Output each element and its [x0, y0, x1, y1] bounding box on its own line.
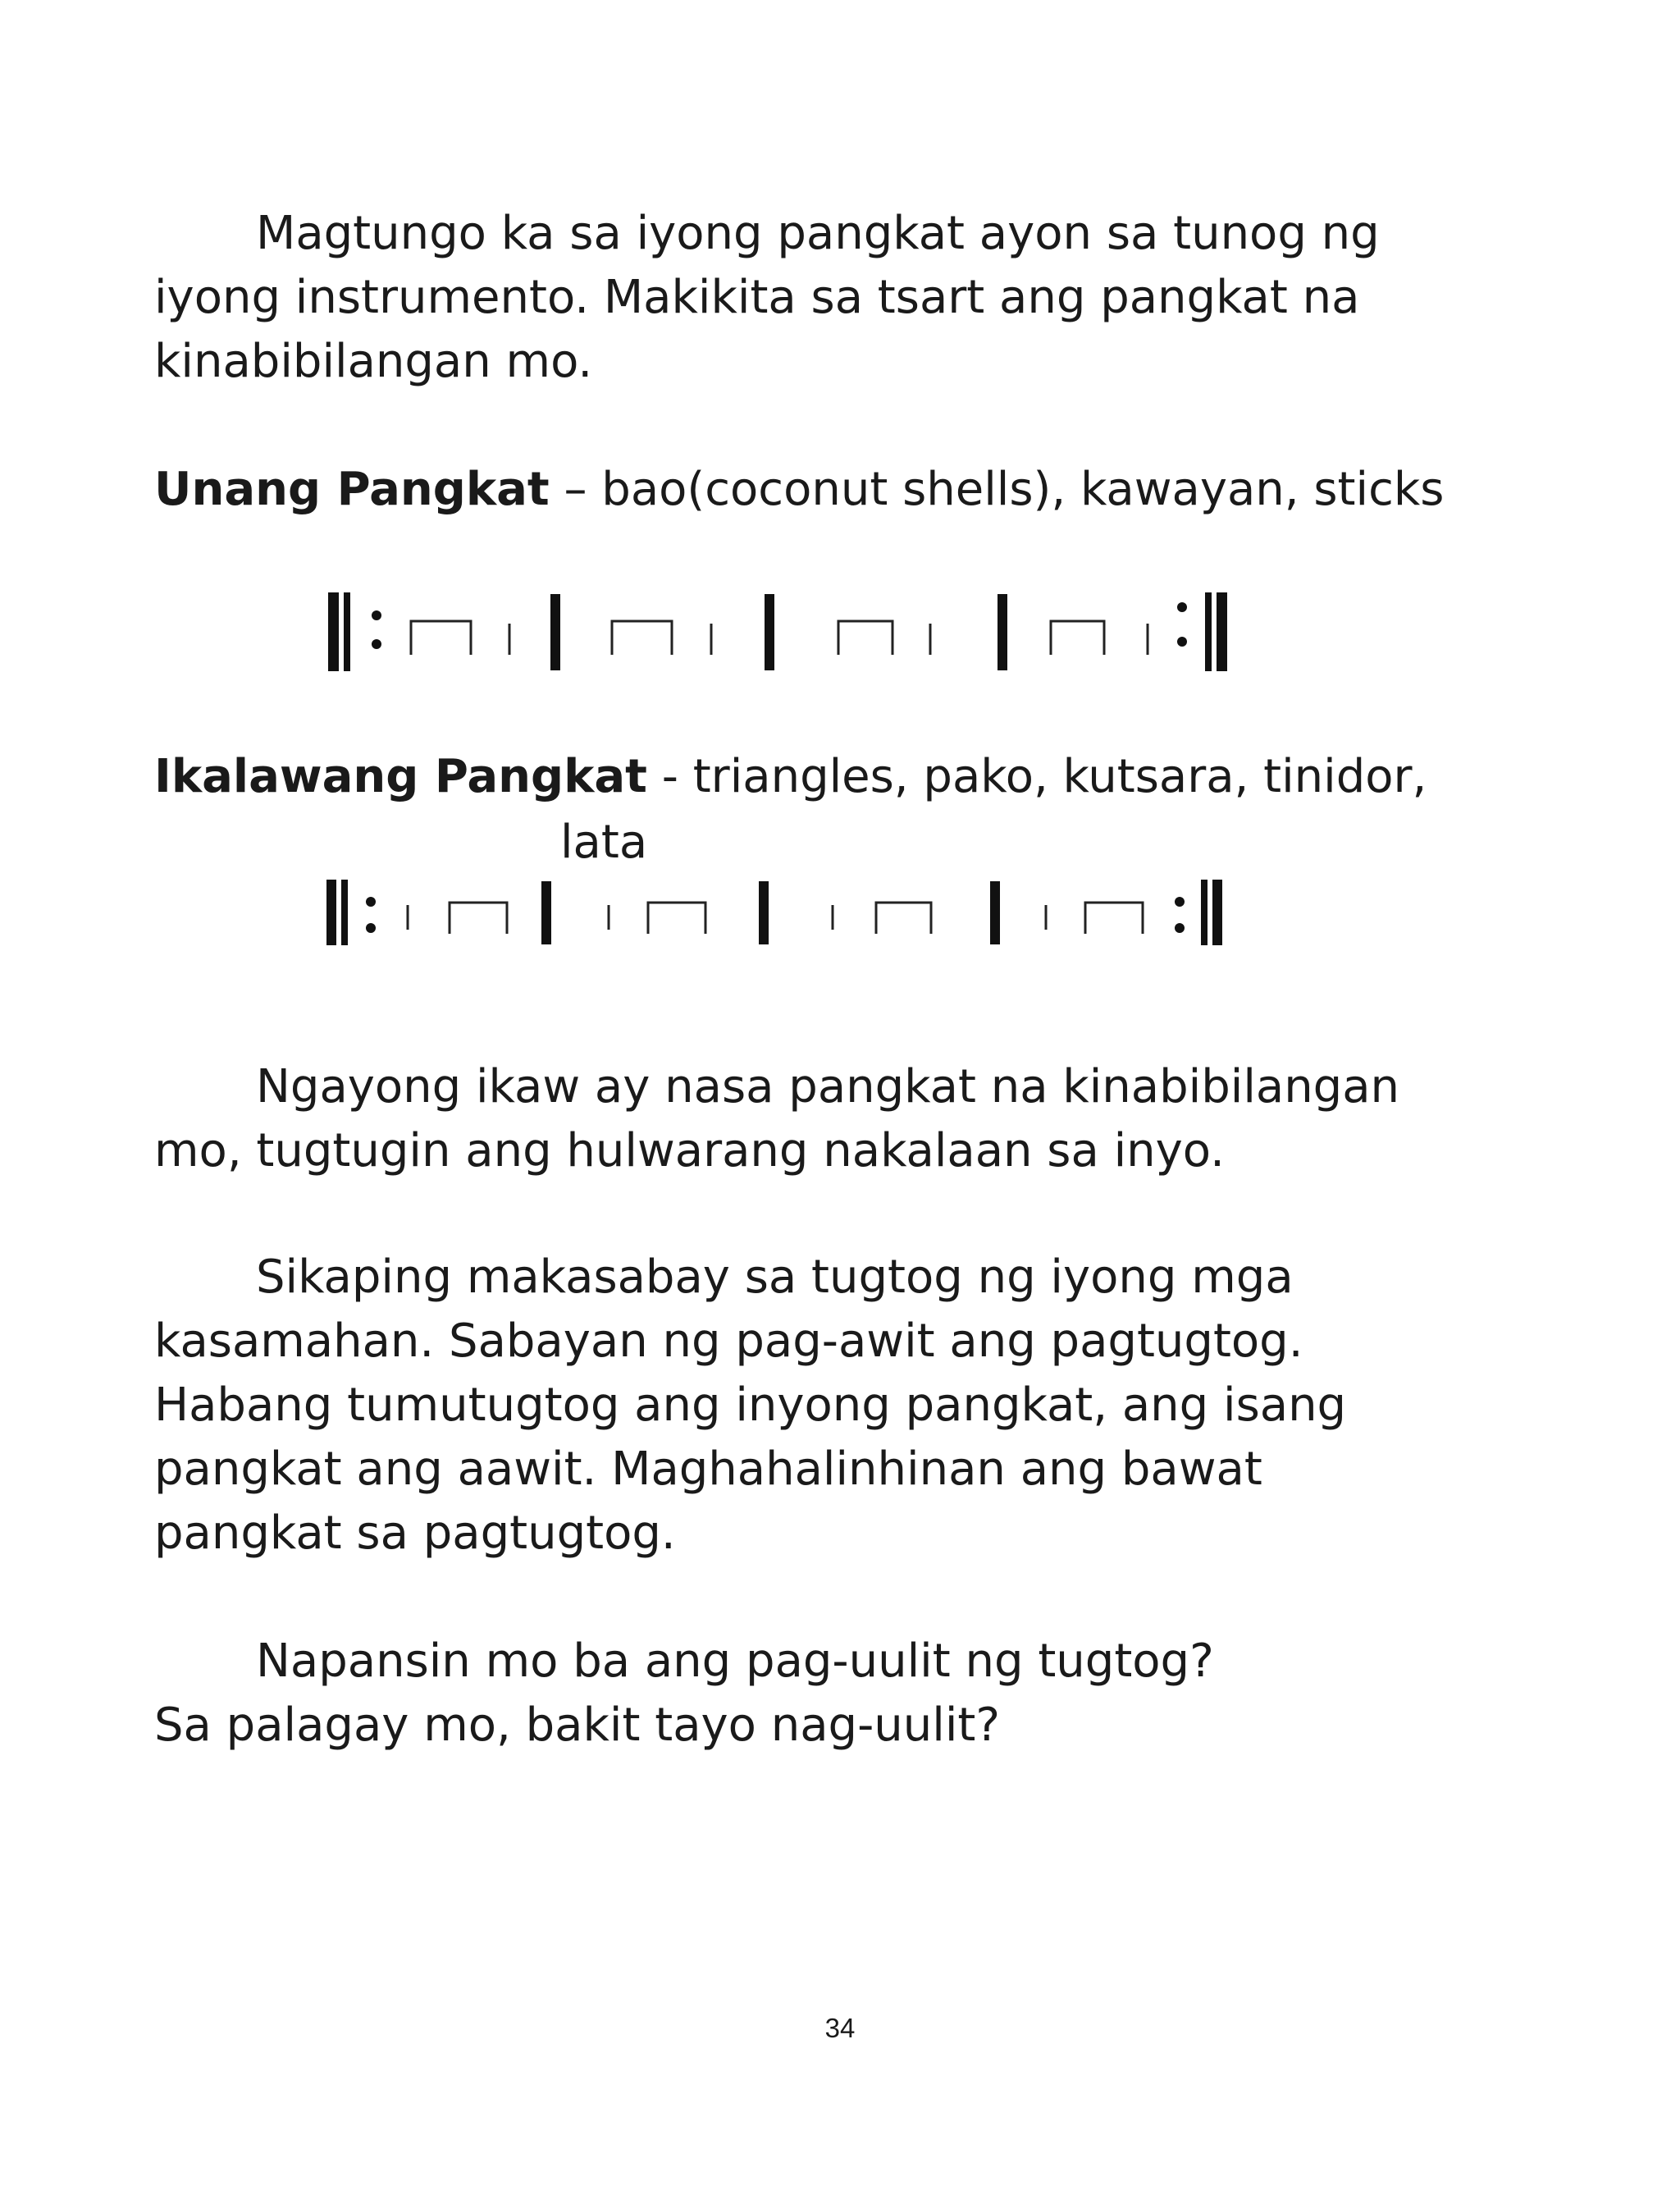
bar-line — [998, 594, 1007, 670]
bar-line — [759, 881, 769, 944]
para3-line-2: kasamahan. Sabayan ng pag-awit ang pagtugtog. — [154, 1314, 1303, 1368]
para2-line-2: mo, tugtugin ang hulwarang nakalaan sa inyo. — [154, 1124, 1225, 1177]
measure-2 — [612, 621, 711, 655]
group1-instruments: – bao(coconut shells), kawayan, sticks — [549, 463, 1445, 516]
ti-ti-note — [648, 903, 705, 934]
measure-1 — [408, 903, 507, 934]
ti-ti-note — [1051, 621, 1104, 655]
group2-instruments-continued: lata — [560, 816, 648, 869]
end-repeat-sign — [1177, 592, 1227, 671]
intro-line-3: kinabibilangan mo. — [154, 335, 593, 388]
para3-line-3: Habang tumutugtog ang inyong pangkat, ang isang — [154, 1378, 1347, 1432]
group1-title: Unang Pangkat — [154, 463, 550, 516]
bar-line — [541, 881, 551, 944]
para3-line-1: Sikaping makasabay sa tugtog ng iyong mga — [256, 1250, 1294, 1304]
measure-2 — [609, 903, 705, 934]
para4-line-1: Napansin mo ba ang pag-uulit ng tugtog? — [256, 1634, 1214, 1688]
intro-line-1: Magtungo ka sa iyong pangkat ayon sa tunog ng — [256, 207, 1380, 260]
para3-line-4: pangkat ang aawit. Maghahalinhinan ang bawat — [154, 1442, 1262, 1496]
ti-ti-note — [876, 903, 931, 934]
group2-title: Ikalawang Pangkat — [154, 750, 647, 803]
group2-heading — [154, 748, 1427, 806]
group1-heading — [154, 461, 1444, 519]
measure-4 — [1046, 903, 1143, 934]
para4-line-2: Sa palagay mo, bakit tayo nag-uulit? — [154, 1699, 1001, 1752]
measure-3 — [833, 903, 931, 934]
ti-ti-note — [838, 621, 892, 655]
ti-ti-note — [411, 621, 471, 655]
para3-line-5: pangkat sa pagtugtog. — [154, 1506, 676, 1560]
bar-line — [990, 881, 1000, 944]
page-number: 34 — [824, 2013, 856, 2043]
bar-line — [550, 594, 560, 670]
bar-line — [765, 594, 774, 670]
para2-line-1: Ngayong ikaw ay nasa pangkat na kinabibilangan — [256, 1060, 1400, 1113]
measure-1 — [411, 621, 509, 655]
group2-instruments: - triangles, pako, kutsara, tinidor, — [646, 750, 1427, 803]
measure-4 — [1051, 621, 1148, 655]
ti-ti-note — [1085, 903, 1143, 934]
measure-3 — [838, 621, 930, 655]
start-repeat-sign — [328, 592, 381, 671]
intro-line-2: iyong instrumento. Makikita sa tsart ang pangkat na — [154, 271, 1360, 324]
ti-ti-note — [450, 903, 507, 934]
start-repeat-sign — [326, 880, 376, 945]
end-repeat-sign — [1175, 880, 1222, 945]
ti-ti-note — [612, 621, 672, 655]
